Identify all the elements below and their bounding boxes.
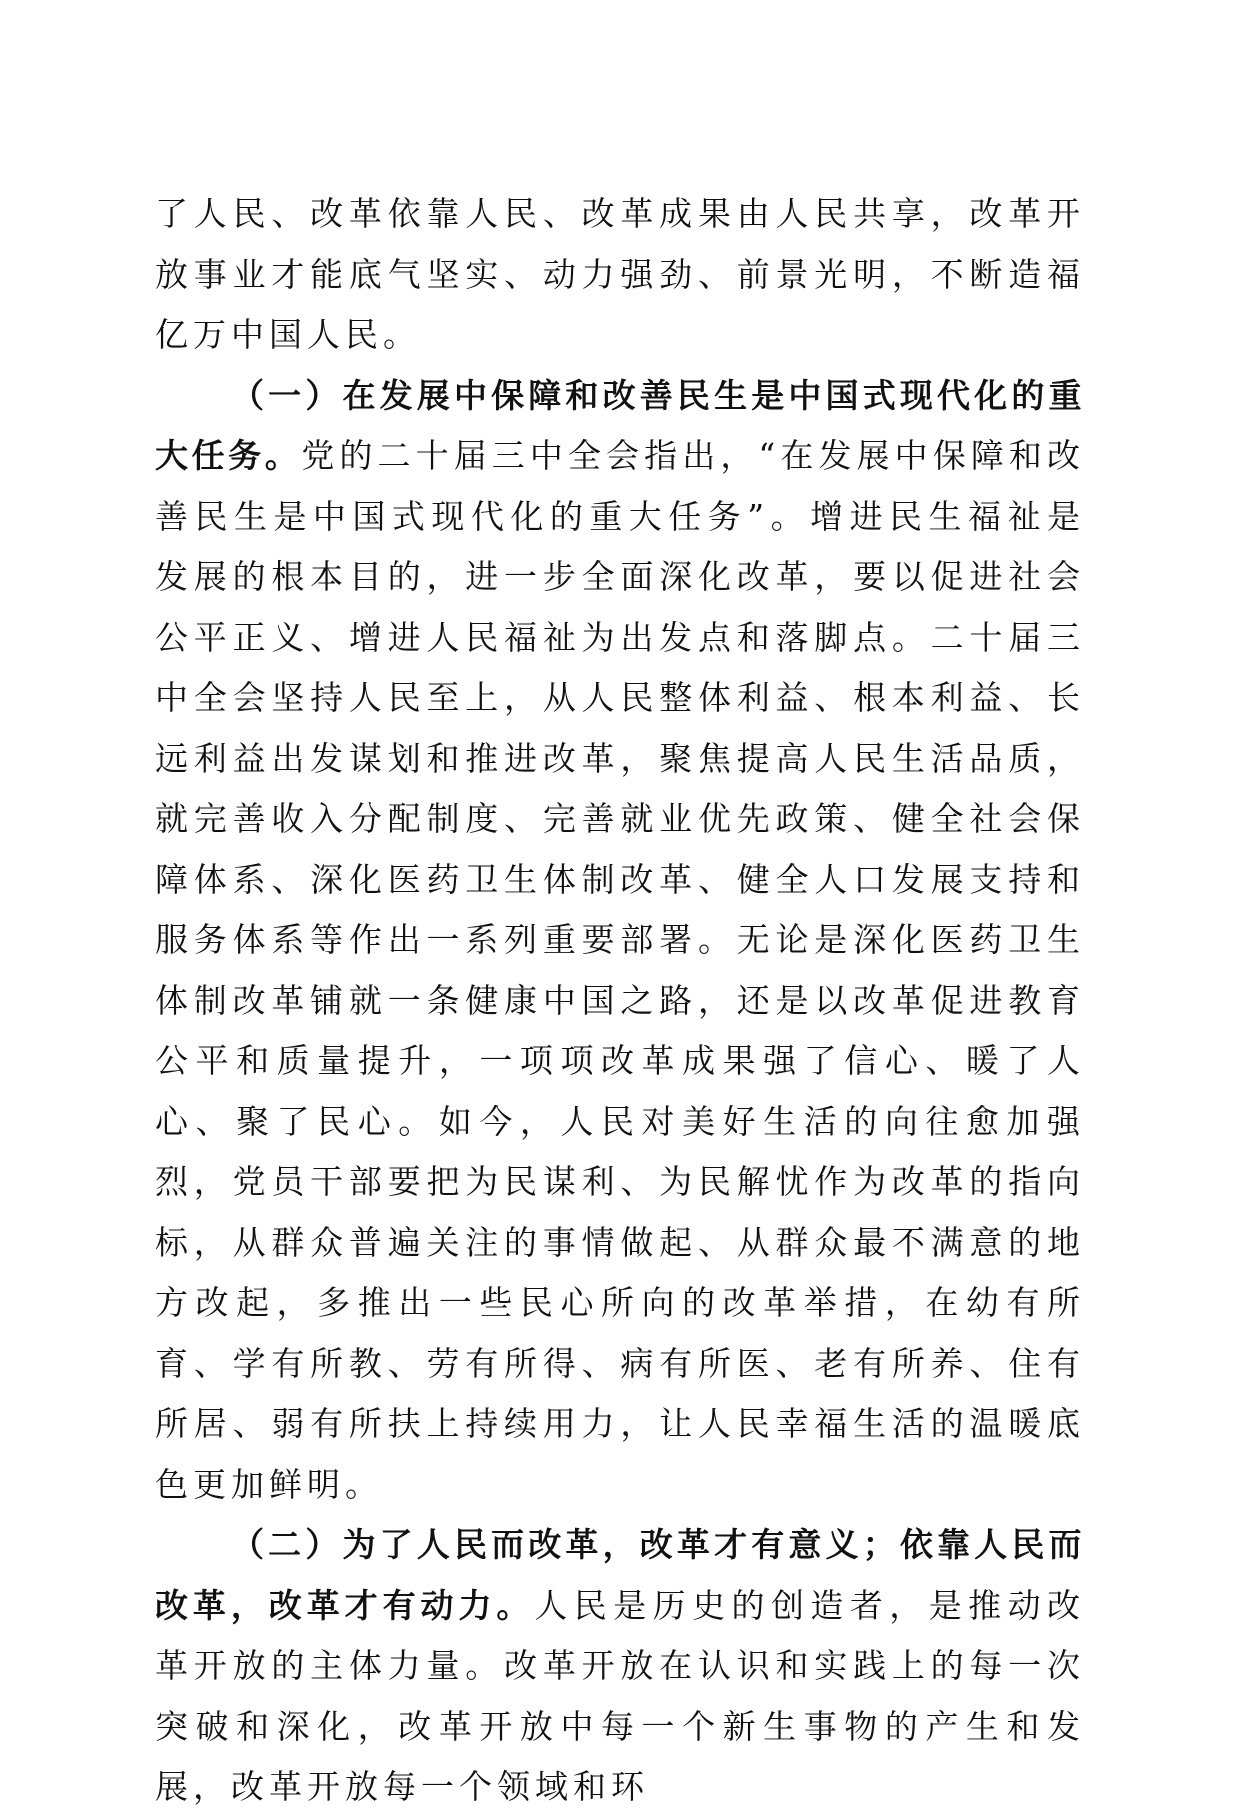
section-2-heading: （二）为了人民而改革，改革才有意义；依靠人民而改革，改革才有动力。	[155, 1525, 1085, 1625]
section-1-paragraph	[155, 366, 1085, 1516]
section-1-heading: （一）在发展中保障和改善民生是中国式现代化的重大任务。	[155, 375, 1085, 475]
paragraph-continued: 了人民、改革依靠人民、改革成果由人民共享，改革开放事业才能底气坚实、动力强劲、前景光明，不断造福亿万中国人民。	[155, 194, 1085, 354]
document-body	[155, 184, 1085, 1818]
section-2-paragraph	[155, 1515, 1085, 1818]
section-2-body: 人民是历史的创造者，是推动改革开放的主体力量。改革开放在认识和实践上的每一次突破和深化，改革开放中每一个新生事物的产生和发展，改革开放每一个领域和环	[155, 1585, 1086, 1806]
section-1-body: 党的二十届三中全会指出，“在发展中保障和改善民生是中国式现代化的重大任务”。增进民生福祉是发展的根本目的，进一步全面深化改革，要以促进社会公平正义、增进人民福祉为出发点和落脚点。二十届三中全会坚持人民至上，从人民整体利益、根本利益、长远利益出发谋划和推进改革，聚焦提高人民生活品质，就完善收入分配制度、完善就业优先政策、健全社会保障体系、深化医药卫生体制改革、健全人口发展支持和服务体系等作出一系列重要部署。无论是深化医药卫生体制改革铺就一条健康中国之路，还是以改革促进教育公平和质量提升，一项项改革成果强了信心、暖了人心、聚了民心。如今，人民对美好生活的向往愈加强烈，党员干部要把为民谋利、为民解忧作为改革的指向标，从群众普遍关注的事情做起、从群众最不满意的地方改起，多推出一些民心所向的改革举措，在幼有所育、学有所教、劳有所得、病有所医、老有所养、住有所居、弱有所扶上持续用力，让人民幸福生活的温暖底色更加鲜明。	[155, 436, 1086, 1504]
